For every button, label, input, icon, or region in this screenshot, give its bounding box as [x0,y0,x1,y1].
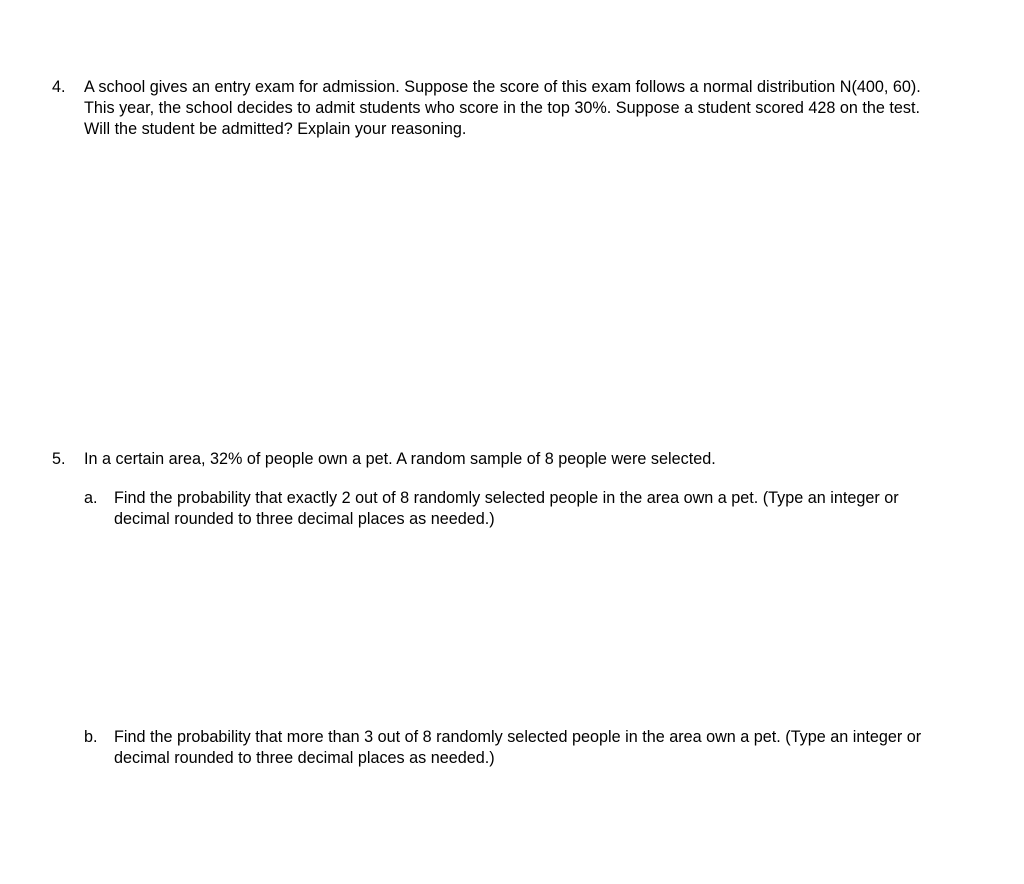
subpart-line: Find the probability that more than 3 out of 8 randomly selected people in the area own a pet. (Type an integer or [114,728,922,746]
question-number: 4. [52,78,66,96]
subpart-line: Find the probability that exactly 2 out of 8 randomly selected people in the area own a pet. (Type an integer or [114,489,899,507]
subpart-text [114,488,994,530]
subpart-letter: a. [84,489,98,507]
subpart-line: decimal rounded to three decimal places as needed.) [114,510,495,528]
question-5 [52,449,992,470]
question-line: In a certain area, 32% of people own a pet. A random sample of 8 people were selected. [84,450,716,468]
question-5b [84,727,994,769]
question-4 [52,77,992,140]
question-number: 5. [52,450,66,468]
subpart-line: decimal rounded to three decimal places as needed.) [114,749,495,767]
subpart-text [114,727,994,769]
subpart-letter: b. [84,728,98,746]
question-line: Will the student be admitted? Explain your reasoning. [84,120,467,138]
question-line: This year, the school decides to admit students who score in the top 30%. Suppose a student scored 428 on the test. [84,99,920,117]
question-line: A school gives an entry exam for admission. Suppose the score of this exam follows a normal distribution N(400, 60). [84,78,921,96]
question-text [84,449,992,470]
question-5a [84,488,994,530]
question-text [84,77,992,140]
